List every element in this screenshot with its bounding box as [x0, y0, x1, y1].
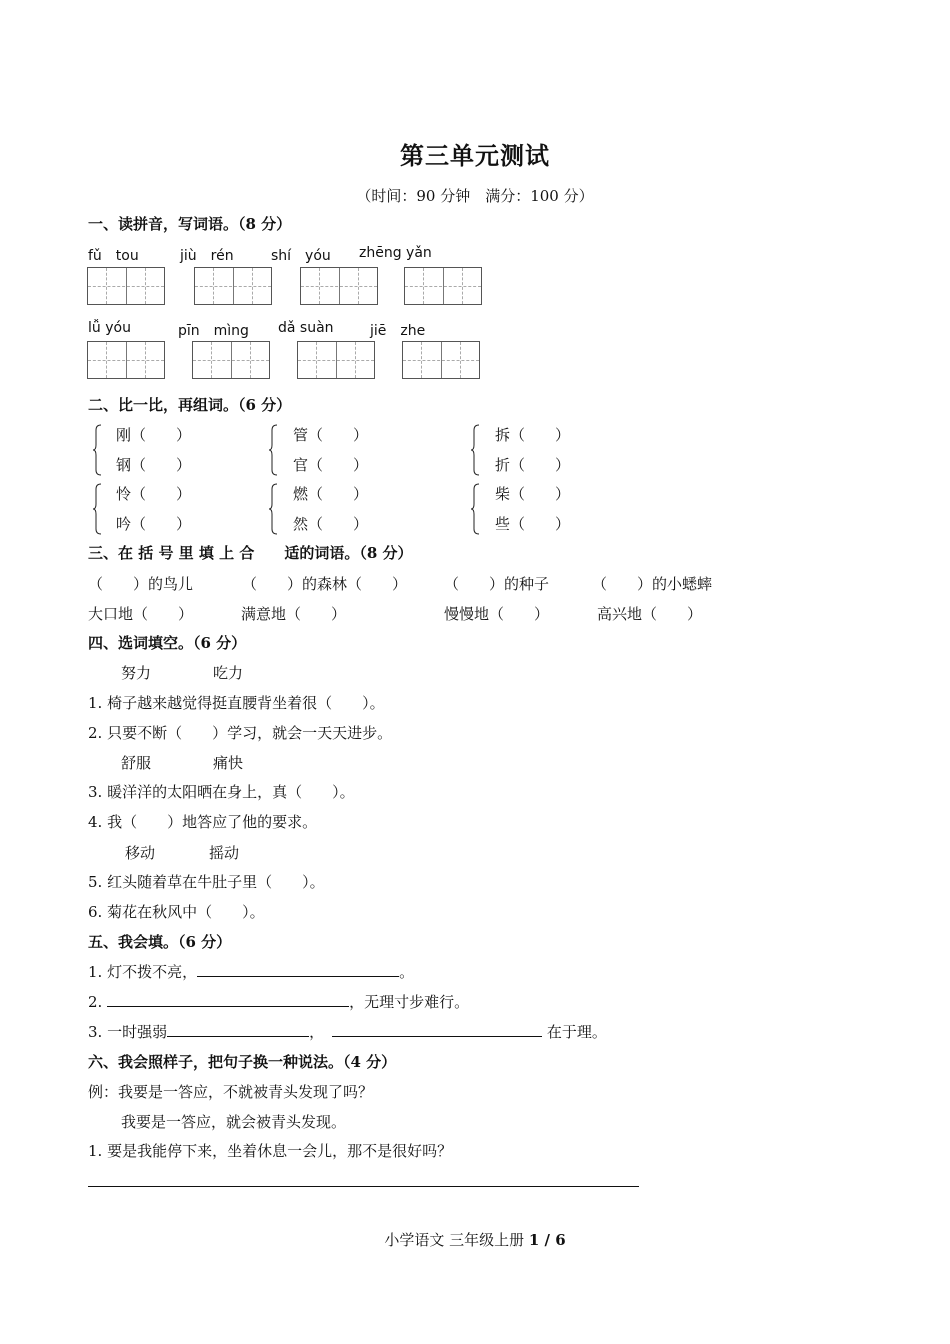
section-6-heading: 六、我会照样子，把句子换一种说法。（4 分）: [88, 1053, 397, 1071]
fill-phrase[interactable]: 高兴地（ ）: [597, 605, 703, 623]
fill-phrase[interactable]: 满意地（ ）: [241, 605, 347, 623]
page-title: 第三单元测试: [400, 141, 550, 170]
compare-word[interactable]: 钢（ ）: [116, 456, 192, 474]
compare-word[interactable]: 吟（ ）: [116, 515, 192, 533]
answer-blank[interactable]: [107, 992, 349, 1007]
question-text: 3. 一时强弱: [88, 1023, 168, 1041]
pinyin-label: pīn mìng: [178, 323, 249, 339]
question-text: 1. 灯不拨不亮，: [88, 963, 198, 981]
section-4-heading: 四、选词填空。（6 分）: [88, 634, 247, 652]
question[interactable]: 1. 椅子越来越觉得挺直腰背坐着很（ ）。: [88, 694, 385, 712]
pinyin-label: jiù rén: [180, 248, 234, 264]
answer-blank[interactable]: [332, 1022, 542, 1037]
example-sentence: 例：我要是一答应，不就被青头发现了吗？: [88, 1083, 374, 1101]
question-text: 。: [399, 963, 415, 981]
answer-line[interactable]: [88, 1186, 639, 1187]
writing-box[interactable]: [297, 341, 375, 379]
compare-word[interactable]: 然（ ）: [293, 515, 369, 533]
writing-box[interactable]: [300, 267, 378, 305]
compare-word[interactable]: 燃（ ）: [293, 485, 369, 503]
word-option: 舒服: [121, 754, 152, 772]
page-number: 1 / 6: [528, 1231, 566, 1249]
writing-box[interactable]: [402, 341, 480, 379]
brace-icon: [470, 483, 480, 535]
question: [88, 991, 469, 1012]
pinyin-label: shí yóu: [271, 248, 331, 264]
question-text: ，: [309, 1023, 325, 1041]
brace-icon: [92, 483, 102, 535]
fill-phrase[interactable]: （ ）的鸟儿: [88, 575, 194, 593]
exam-info: （时间：90 分钟 满分：100 分）: [356, 187, 594, 205]
pinyin-label: zhēng yǎn: [359, 245, 432, 261]
pinyin-label: fǔ tou: [88, 248, 139, 264]
brace-icon: [470, 424, 480, 476]
question[interactable]: 2. 只要不断（ ）学习，就会一天天进步。: [88, 724, 393, 742]
section-1-heading: 一、读拼音，写词语。（8 分）: [88, 215, 292, 233]
section-2-heading: 二、比一比，再组词。（6 分）: [88, 396, 292, 414]
question-text: 在于理。: [542, 1023, 607, 1041]
compare-word[interactable]: 官（ ）: [293, 456, 369, 474]
footer-text: 小学语文 三年级上册: [384, 1231, 529, 1249]
answer-blank[interactable]: [167, 1022, 309, 1037]
compare-word[interactable]: 管（ ）: [293, 426, 369, 444]
compare-word[interactable]: 怜（ ）: [116, 485, 192, 503]
pinyin-label: dǎ suàn: [278, 320, 334, 336]
word-option: 痛快: [213, 754, 244, 772]
word-option: 摇动: [209, 844, 240, 862]
word-option: 移动: [125, 844, 156, 862]
writing-box[interactable]: [87, 341, 165, 379]
writing-box[interactable]: [192, 341, 270, 379]
answer-blank[interactable]: [197, 962, 399, 977]
question[interactable]: 5. 红头随着草在牛肚子里（ ）。: [88, 873, 325, 891]
brace-icon: [268, 424, 278, 476]
word-option: 努力: [121, 664, 152, 682]
fill-phrase[interactable]: （ ）的种子: [444, 575, 550, 593]
section-5-heading: 五、我会填。（6 分）: [88, 933, 232, 951]
question[interactable]: 3. 暖洋洋的太阳晒在身上，真（ ）。: [88, 783, 355, 801]
question: [88, 1021, 607, 1042]
question: [88, 961, 414, 982]
fill-phrase[interactable]: 大口地（ ）: [88, 605, 194, 623]
brace-icon: [268, 483, 278, 535]
writing-box[interactable]: [404, 267, 482, 305]
example-sentence: 我要是一答应，就会被青头发现。: [121, 1113, 347, 1131]
page-footer: [0, 1229, 950, 1250]
writing-box[interactable]: [194, 267, 272, 305]
compare-word[interactable]: 刚（ ）: [116, 426, 192, 444]
pinyin-label: lǚ yóu: [88, 320, 131, 336]
compare-word[interactable]: 折（ ）: [495, 456, 571, 474]
compare-word[interactable]: 柴（ ）: [495, 485, 571, 503]
fill-phrase[interactable]: （ ）的小蟋蟀: [592, 575, 713, 593]
brace-icon: [92, 424, 102, 476]
word-option: 吃力: [213, 664, 244, 682]
question-text: ，无理寸步难行。: [349, 993, 470, 1011]
pinyin-label: jiē zhe: [370, 323, 426, 339]
fill-phrase[interactable]: （ ）的森林（ ）: [242, 575, 408, 593]
compare-word[interactable]: 拆（ ）: [495, 426, 571, 444]
compare-word[interactable]: 些（ ）: [495, 515, 571, 533]
writing-box[interactable]: [87, 267, 165, 305]
question[interactable]: 4. 我（ ）地答应了他的要求。: [88, 813, 318, 831]
question: 1. 要是我能停下来，坐着休息一会儿，那不是很好吗？: [88, 1142, 453, 1160]
fill-phrase[interactable]: 慢慢地（ ）: [444, 605, 550, 623]
question[interactable]: 6. 菊花在秋风中（ ）。: [88, 903, 265, 921]
question-text: 2.: [88, 993, 108, 1011]
section-3-heading: 三、在 括 号 里 填 上 合 适的词语。（8 分）: [88, 544, 413, 562]
